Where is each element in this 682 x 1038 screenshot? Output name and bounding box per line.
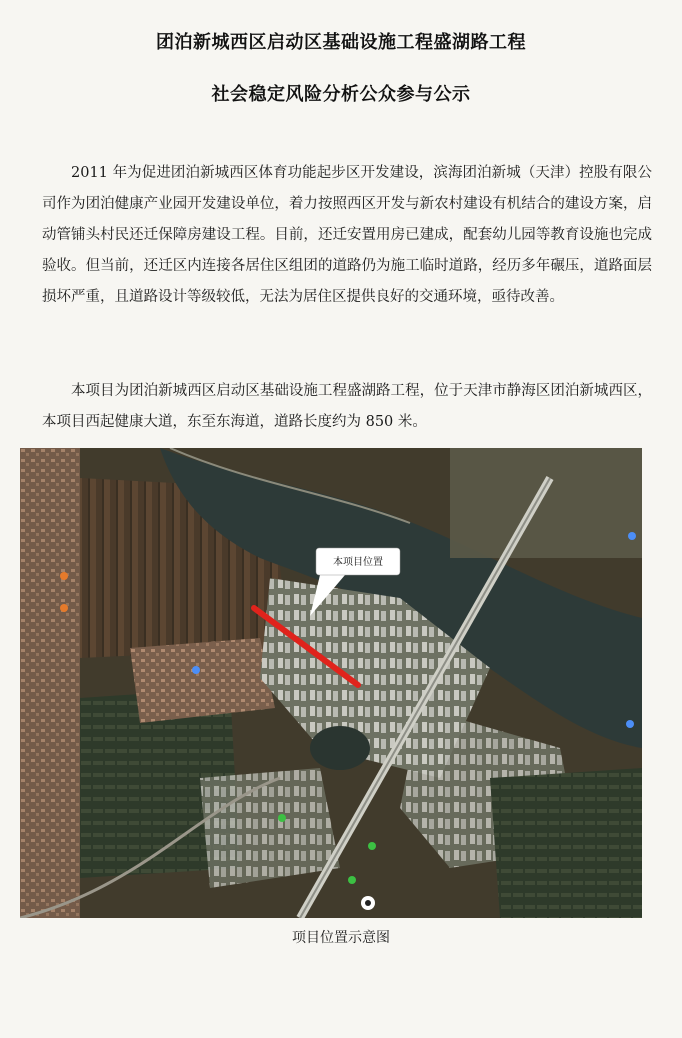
figure-caption: 项目位置示意图 xyxy=(292,930,390,946)
document-title-line1: 团泊新城西区启动区基础设施工程盛湖路工程 xyxy=(156,32,526,53)
map-marker-icon xyxy=(628,532,636,540)
map-marker-icon xyxy=(368,842,376,850)
satellite-map-svg xyxy=(20,448,642,918)
map-marker-icon xyxy=(192,666,200,674)
map-marker-icon xyxy=(348,876,356,884)
map-marker-icon xyxy=(626,720,634,728)
map-marker-icon xyxy=(60,572,68,580)
document-title-line2: 社会稳定风险分析公众参与公示 xyxy=(211,84,471,105)
body-paragraph-1: 2011 年为促进团泊新城西区体育功能起步区开发建设，滨海团泊新城（天津）控股有限公司作为团泊健康产业园开发建设单位，着力按照西区开发与新农村建设有机结合的建设方案，启动管铺头村民还迁保障房建设工程。目前，还迁安置用房已建成，配套幼儿园等教育设施也完成验收。但当前，还迁区内连接各居住区组团的道路仍为施工临时道路，经历多年碾压，道路面层损坏严重，且道路设计等级较低，无法为居住区提供良好的交通环境，亟待改善。 xyxy=(42,165,652,305)
satellite-map-image xyxy=(20,448,642,918)
body-paragraph-2: 本项目为团泊新城西区启动区基础设施工程盛湖路工程，位于天津市静海区团泊新城西区，本项目西起健康大道，东至东海道，道路长度约为 850 米。 xyxy=(42,383,652,430)
callout-label: 本项目位置 xyxy=(333,557,383,568)
map-marker-icon xyxy=(278,814,286,822)
map-marker-icon xyxy=(60,604,68,612)
